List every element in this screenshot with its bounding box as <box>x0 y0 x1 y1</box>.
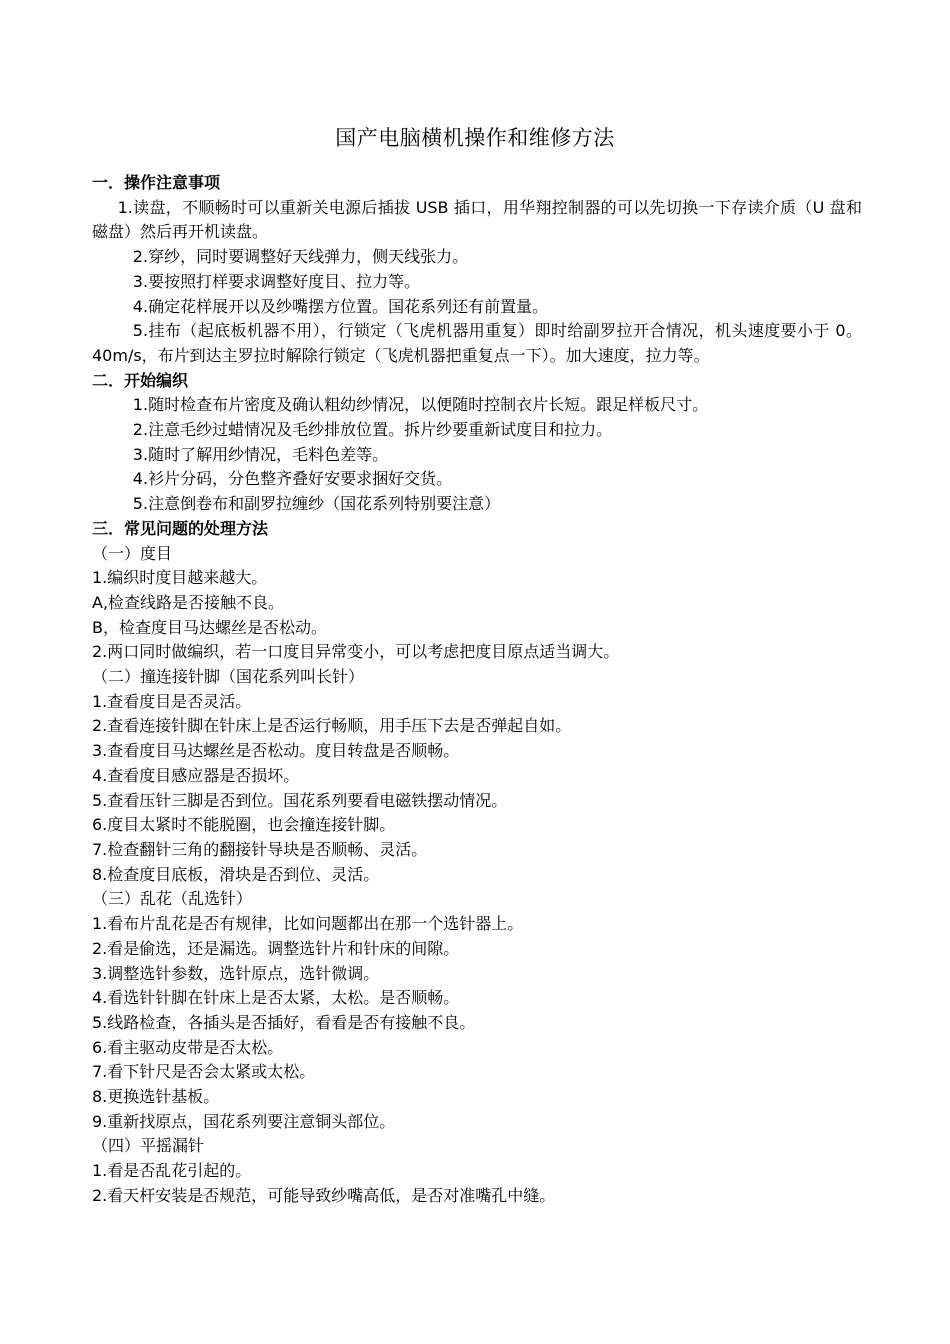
paragraph: 2.注意毛纱过蜡情况及毛纱排放位置。拆片纱要重新试度目和拉力。 <box>132 420 613 440</box>
document-body <box>92 171 862 1209</box>
list-item: 1.看是否乱花引起的。 <box>92 1161 252 1181</box>
list-item: 7.看下针尺是否会太紧或太松。 <box>92 1062 316 1082</box>
paragraph: 5.挂布（起底板机器不用），行锁定（飞虎机器用重复）即时给副罗拉开合情况，机头速度要小于 0。40m/s，布片到达主罗拉时解除行锁定（飞虎机器把重复点一下）。加大速度，拉力等。 <box>92 321 862 365</box>
paragraph: 5.注意倒卷布和副罗拉缠纱（国花系列特别要注意） <box>132 494 501 514</box>
list-item: 1.编织时度目越来越大。 <box>92 568 268 588</box>
list-item: 2.看天杆安装是否规范，可能导致纱嘴高低，是否对准嘴孔中缝。 <box>92 1185 556 1205</box>
section-heading: 一．操作注意事项 <box>92 173 221 192</box>
list-item: 5.查看压针三脚是否到位。国花系列要看电磁铁摆动情况。 <box>92 790 508 810</box>
list-item: 6.度目太紧时不能脱圈，也会撞连接针脚。 <box>92 815 396 835</box>
paragraph: 4.衫片分码，分色整齐叠好安要求捆好交货。 <box>132 469 453 489</box>
paragraph: 3.随时了解用纱情况，毛料色差等。 <box>132 444 389 464</box>
paragraph: 3.要按照打样要求调整好度目、拉力等。 <box>132 271 421 291</box>
list-item: 1.查看度目是否灵活。 <box>92 691 252 711</box>
list-item: 2.看是偷选，还是漏选。调整选针片和针床的间隙。 <box>92 938 460 958</box>
list-item: B，检查度目马达螺丝是否松动。 <box>92 617 327 637</box>
list-item: 8.检查度目底板，滑块是否到位、灵活。 <box>92 864 380 884</box>
subsection-heading: （四）平摇漏针 <box>92 1136 205 1156</box>
paragraph: 2.穿纱，同时要调整好天线弹力，侧天线张力。 <box>132 247 469 267</box>
section-heading: 三．常见问题的处理方法 <box>92 518 269 538</box>
list-item: 8.更换选针基板。 <box>92 1087 220 1107</box>
list-item: 9.重新找原点，国花系列要注意铜头部位。 <box>92 1111 396 1131</box>
list-item: 3.查看度目马达螺丝是否松动。度目转盘是否顺畅。 <box>92 741 460 761</box>
paragraph: 4.确定花样展开以及纱嘴摆方位置。国花系列还有前置量。 <box>132 296 549 316</box>
list-item: A,检查线路是否接触不良。 <box>92 592 285 612</box>
paragraph: 1.随时检查布片密度及确认粗幼纱情况，以便随时控制衣片长短。跟足样板尺寸。 <box>132 395 709 415</box>
list-item: 3.调整选针参数，选针原点，选针微调。 <box>92 963 380 983</box>
list-item: 4.查看度目感应器是否损坏。 <box>92 765 300 785</box>
list-item: 7.检查翻针三角的翻接针导块是否顺畅、灵活。 <box>92 839 428 859</box>
paragraph: 1.读盘，不顺畅时可以重新关电源后插拔 USB 插口，用华翔控制器的可以先切换一下存读介质（U 盘和磁盘）然后再开机读盘。 <box>92 197 862 242</box>
subsection-heading: （三）乱花（乱选针） <box>92 889 253 909</box>
list-item: 2.查看连接针脚在针床上是否运行畅顺，用手压下去是否弹起自如。 <box>92 716 572 736</box>
list-item: 6.看主驱动皮带是否太松。 <box>92 1037 284 1057</box>
section-heading: 二．开始编织 <box>92 370 189 390</box>
list-item: 4.看选针针脚在针床上是否太紧，太松。是否顺畅。 <box>92 988 460 1008</box>
subsection-heading: （一）度目 <box>92 543 173 563</box>
list-item: 5.线路检查，各插头是否插好，看看是否有接触不良。 <box>92 1012 476 1032</box>
subsection-heading: （二）撞连接针脚（国花系列叫长针） <box>92 667 365 687</box>
document-title: 国产电脑横机操作和维修方法 <box>335 126 615 150</box>
list-item: 1.看布片乱花是否有规律，比如问题都出在那一个选针器上。 <box>92 914 524 934</box>
list-item: 2.两口同时做编织，若一口度目异常变小，可以考虑把度目原点适当调大。 <box>92 642 620 662</box>
